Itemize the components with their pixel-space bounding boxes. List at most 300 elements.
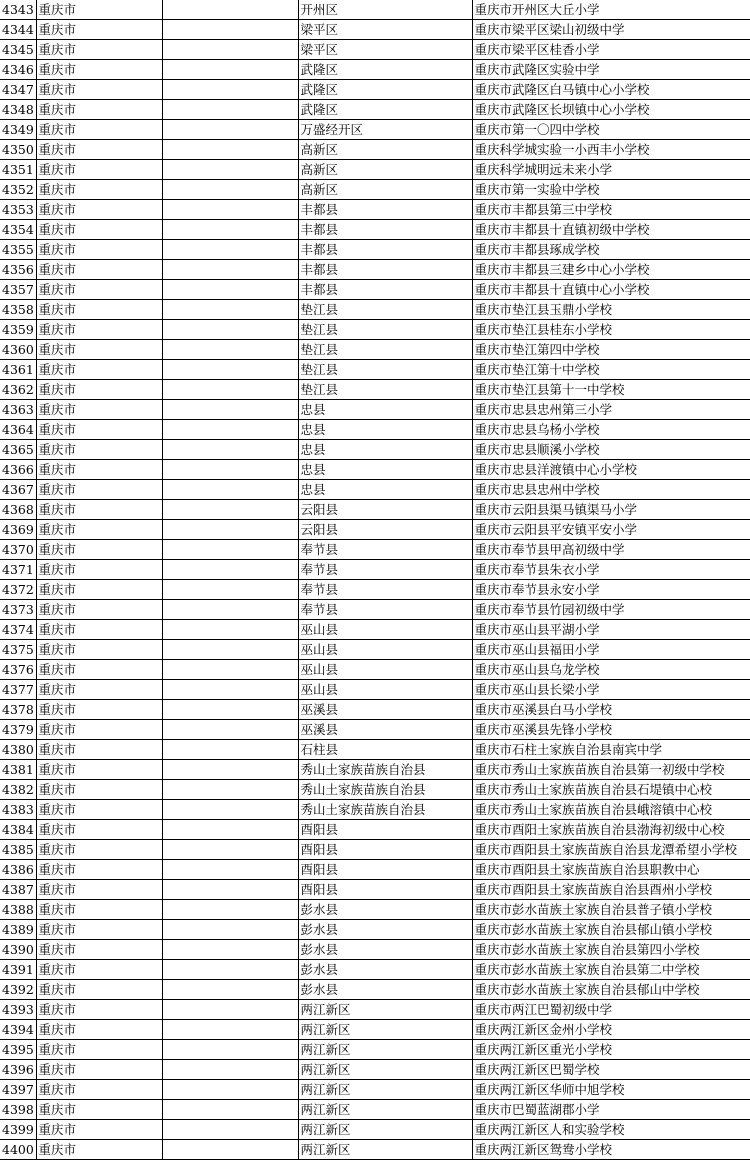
district-cell: 垫江县 xyxy=(298,360,472,380)
row-number-cell: 4397 xyxy=(0,1080,36,1100)
blank-cell xyxy=(162,480,298,500)
district-cell: 忠县 xyxy=(298,400,472,420)
district-cell: 巫溪县 xyxy=(298,720,472,740)
table-row xyxy=(0,1140,750,1160)
table-row xyxy=(0,480,750,500)
city-cell: 重庆市 xyxy=(36,700,162,720)
district-cell: 云阳县 xyxy=(298,520,472,540)
city-cell: 重庆市 xyxy=(36,320,162,340)
school-name-cell: 重庆两江新区人和实验学校 xyxy=(472,1120,750,1140)
city-cell: 重庆市 xyxy=(36,740,162,760)
district-cell: 两江新区 xyxy=(298,1080,472,1100)
school-name-cell: 重庆市丰都县十直镇初级中学校 xyxy=(472,220,750,240)
row-number-cell: 4368 xyxy=(0,500,36,520)
school-name-cell: 重庆市巫溪县先锋小学校 xyxy=(472,720,750,740)
blank-cell xyxy=(162,160,298,180)
row-number-cell: 4353 xyxy=(0,200,36,220)
table-row xyxy=(0,1000,750,1020)
district-cell: 万盛经开区 xyxy=(298,120,472,140)
district-cell: 丰都县 xyxy=(298,260,472,280)
city-cell: 重庆市 xyxy=(36,680,162,700)
city-cell: 重庆市 xyxy=(36,460,162,480)
blank-cell xyxy=(162,420,298,440)
district-cell: 秀山土家族苗族自治县 xyxy=(298,780,472,800)
school-name-cell: 重庆市秀山土家族苗族自治县第一初级中学校 xyxy=(472,760,750,780)
school-name-cell: 重庆市巫溪县白马小学校 xyxy=(472,700,750,720)
city-cell: 重庆市 xyxy=(36,780,162,800)
school-name-cell: 重庆市武隆区实验中学 xyxy=(472,60,750,80)
city-cell: 重庆市 xyxy=(36,820,162,840)
city-cell: 重庆市 xyxy=(36,880,162,900)
school-name-cell: 重庆市巫山县乌龙学校 xyxy=(472,660,750,680)
table-row xyxy=(0,260,750,280)
district-cell: 两江新区 xyxy=(298,1020,472,1040)
district-cell: 巫山县 xyxy=(298,640,472,660)
school-name-cell: 重庆市忠县洋渡镇中心小学校 xyxy=(472,460,750,480)
city-cell: 重庆市 xyxy=(36,20,162,40)
blank-cell xyxy=(162,60,298,80)
row-number-cell: 4359 xyxy=(0,320,36,340)
row-number-cell: 4349 xyxy=(0,120,36,140)
table-row xyxy=(0,1020,750,1040)
blank-cell xyxy=(162,1140,298,1160)
district-cell: 秀山土家族苗族自治县 xyxy=(298,760,472,780)
school-name-cell: 重庆市彭水苗族土家族自治县第二中学校 xyxy=(472,960,750,980)
blank-cell xyxy=(162,720,298,740)
blank-cell xyxy=(162,620,298,640)
table-row xyxy=(0,860,750,880)
blank-cell xyxy=(162,80,298,100)
row-number-cell: 4391 xyxy=(0,960,36,980)
school-name-cell: 重庆市丰都县十直镇中心小学校 xyxy=(472,280,750,300)
city-cell: 重庆市 xyxy=(36,260,162,280)
blank-cell xyxy=(162,640,298,660)
blank-cell xyxy=(162,540,298,560)
row-number-cell: 4393 xyxy=(0,1000,36,1020)
row-number-cell: 4352 xyxy=(0,180,36,200)
school-name-cell: 重庆市垫江第十中学校 xyxy=(472,360,750,380)
table-row xyxy=(0,820,750,840)
row-number-cell: 4378 xyxy=(0,700,36,720)
city-cell: 重庆市 xyxy=(36,140,162,160)
city-cell: 重庆市 xyxy=(36,500,162,520)
school-name-cell: 重庆市酉阳县土家族苗族自治县酉州小学校 xyxy=(472,880,750,900)
district-cell: 彭水县 xyxy=(298,940,472,960)
city-cell: 重庆市 xyxy=(36,760,162,780)
district-cell: 两江新区 xyxy=(298,1140,472,1160)
table-row xyxy=(0,100,750,120)
row-number-cell: 4371 xyxy=(0,560,36,580)
table-row xyxy=(0,1040,750,1060)
row-number-cell: 4365 xyxy=(0,440,36,460)
district-cell: 两江新区 xyxy=(298,1120,472,1140)
row-number-cell: 4348 xyxy=(0,100,36,120)
row-number-cell: 4374 xyxy=(0,620,36,640)
row-number-cell: 4347 xyxy=(0,80,36,100)
table-row xyxy=(0,220,750,240)
district-cell: 丰都县 xyxy=(298,200,472,220)
table-row xyxy=(0,240,750,260)
row-number-cell: 4350 xyxy=(0,140,36,160)
table-row xyxy=(0,60,750,80)
school-name-cell: 重庆两江新区巴蜀学校 xyxy=(472,1060,750,1080)
blank-cell xyxy=(162,400,298,420)
blank-cell xyxy=(162,140,298,160)
table-row xyxy=(0,720,750,740)
city-cell: 重庆市 xyxy=(36,200,162,220)
table-row xyxy=(0,560,750,580)
row-number-cell: 4400 xyxy=(0,1140,36,1160)
school-name-cell: 重庆市奉节县朱衣小学 xyxy=(472,560,750,580)
table-row xyxy=(0,440,750,460)
blank-cell xyxy=(162,1020,298,1040)
district-cell: 奉节县 xyxy=(298,600,472,620)
district-cell: 武隆区 xyxy=(298,100,472,120)
blank-cell xyxy=(162,560,298,580)
city-cell: 重庆市 xyxy=(36,860,162,880)
table-row xyxy=(0,340,750,360)
row-number-cell: 4372 xyxy=(0,580,36,600)
school-name-cell: 重庆市梁平区桂香小学 xyxy=(472,40,750,60)
blank-cell xyxy=(162,880,298,900)
school-name-cell: 重庆两江新区重光小学校 xyxy=(472,1040,750,1060)
city-cell: 重庆市 xyxy=(36,960,162,980)
city-cell: 重庆市 xyxy=(36,380,162,400)
district-cell: 石柱县 xyxy=(298,740,472,760)
table-row xyxy=(0,700,750,720)
district-cell: 巫山县 xyxy=(298,620,472,640)
blank-cell xyxy=(162,1000,298,1020)
blank-cell xyxy=(162,960,298,980)
table-row xyxy=(0,840,750,860)
table-row xyxy=(0,680,750,700)
city-cell: 重庆市 xyxy=(36,280,162,300)
city-cell: 重庆市 xyxy=(36,560,162,580)
city-cell: 重庆市 xyxy=(36,440,162,460)
school-name-cell: 重庆市奉节县竹园初级中学 xyxy=(472,600,750,620)
school-name-cell: 重庆市酉阳县土家族苗族自治县龙潭希望小学校 xyxy=(472,840,750,860)
row-number-cell: 4363 xyxy=(0,400,36,420)
table-row xyxy=(0,280,750,300)
table-row xyxy=(0,460,750,480)
school-name-cell: 重庆市忠县忠州中学校 xyxy=(472,480,750,500)
district-cell: 两江新区 xyxy=(298,1040,472,1060)
district-cell: 开州区 xyxy=(298,0,472,20)
row-number-cell: 4381 xyxy=(0,760,36,780)
blank-cell xyxy=(162,940,298,960)
table-row xyxy=(0,800,750,820)
school-name-cell: 重庆市忠县顺溪小学校 xyxy=(472,440,750,460)
city-cell: 重庆市 xyxy=(36,340,162,360)
row-number-cell: 4356 xyxy=(0,260,36,280)
school-name-cell: 重庆市奉节县甲高初级中学 xyxy=(472,540,750,560)
district-cell: 巫山县 xyxy=(298,680,472,700)
school-name-cell: 重庆市第一实验中学校 xyxy=(472,180,750,200)
district-cell: 垫江县 xyxy=(298,300,472,320)
blank-cell xyxy=(162,520,298,540)
row-number-cell: 4380 xyxy=(0,740,36,760)
table-row xyxy=(0,960,750,980)
school-name-cell: 重庆市开州区大丘小学 xyxy=(472,0,750,20)
row-number-cell: 4354 xyxy=(0,220,36,240)
district-cell: 两江新区 xyxy=(298,1000,472,1020)
district-cell: 武隆区 xyxy=(298,60,472,80)
school-name-cell: 重庆市奉节县永安小学 xyxy=(472,580,750,600)
row-number-cell: 4388 xyxy=(0,900,36,920)
blank-cell xyxy=(162,500,298,520)
table-row xyxy=(0,980,750,1000)
city-cell: 重庆市 xyxy=(36,360,162,380)
school-name-cell: 重庆市两江巴蜀初级中学 xyxy=(472,1000,750,1020)
city-cell: 重庆市 xyxy=(36,60,162,80)
city-cell: 重庆市 xyxy=(36,100,162,120)
table-row xyxy=(0,620,750,640)
row-number-cell: 4343 xyxy=(0,0,36,20)
school-name-cell: 重庆市垫江县第十一中学校 xyxy=(472,380,750,400)
district-cell: 酉阳县 xyxy=(298,880,472,900)
city-cell: 重庆市 xyxy=(36,1140,162,1160)
district-cell: 丰都县 xyxy=(298,280,472,300)
row-number-cell: 4344 xyxy=(0,20,36,40)
row-number-cell: 4345 xyxy=(0,40,36,60)
table-row xyxy=(0,740,750,760)
city-cell: 重庆市 xyxy=(36,1000,162,1020)
row-number-cell: 4377 xyxy=(0,680,36,700)
row-number-cell: 4346 xyxy=(0,60,36,80)
school-name-cell: 重庆市巴蜀蓝湖郡小学 xyxy=(472,1100,750,1120)
blank-cell xyxy=(162,460,298,480)
table-row xyxy=(0,660,750,680)
district-cell: 巫山县 xyxy=(298,660,472,680)
district-cell: 奉节县 xyxy=(298,580,472,600)
blank-cell xyxy=(162,660,298,680)
district-cell: 两江新区 xyxy=(298,1100,472,1120)
table-row xyxy=(0,180,750,200)
city-cell: 重庆市 xyxy=(36,1100,162,1120)
district-cell: 丰都县 xyxy=(298,220,472,240)
blank-cell xyxy=(162,180,298,200)
city-cell: 重庆市 xyxy=(36,400,162,420)
district-cell: 武隆区 xyxy=(298,80,472,100)
row-number-cell: 4367 xyxy=(0,480,36,500)
city-cell: 重庆市 xyxy=(36,940,162,960)
blank-cell xyxy=(162,440,298,460)
blank-cell xyxy=(162,700,298,720)
city-cell: 重庆市 xyxy=(36,1080,162,1100)
blank-cell xyxy=(162,840,298,860)
district-cell: 奉节县 xyxy=(298,560,472,580)
blank-cell xyxy=(162,800,298,820)
school-name-cell: 重庆市彭水苗族土家族自治县郁山镇小学校 xyxy=(472,920,750,940)
row-number-cell: 4361 xyxy=(0,360,36,380)
table-row xyxy=(0,580,750,600)
school-name-cell: 重庆市秀山土家族苗族自治县石堤镇中心校 xyxy=(472,780,750,800)
district-cell: 垫江县 xyxy=(298,340,472,360)
row-number-cell: 4396 xyxy=(0,1060,36,1080)
table-row xyxy=(0,760,750,780)
city-cell: 重庆市 xyxy=(36,0,162,20)
district-cell: 奉节县 xyxy=(298,540,472,560)
table-row xyxy=(0,600,750,620)
row-number-cell: 4376 xyxy=(0,660,36,680)
city-cell: 重庆市 xyxy=(36,640,162,660)
city-cell: 重庆市 xyxy=(36,420,162,440)
school-name-cell: 重庆市垫江县玉鼎小学校 xyxy=(472,300,750,320)
school-name-cell: 重庆市巫山县长梁小学 xyxy=(472,680,750,700)
blank-cell xyxy=(162,1060,298,1080)
blank-cell xyxy=(162,260,298,280)
district-cell: 垫江县 xyxy=(298,320,472,340)
school-name-cell: 重庆市忠县忠州第三小学 xyxy=(472,400,750,420)
row-number-cell: 4379 xyxy=(0,720,36,740)
table-row xyxy=(0,1120,750,1140)
school-name-cell: 重庆市梁平区梁山初级中学 xyxy=(472,20,750,40)
blank-cell xyxy=(162,760,298,780)
row-number-cell: 4351 xyxy=(0,160,36,180)
district-cell: 巫溪县 xyxy=(298,700,472,720)
table-row xyxy=(0,120,750,140)
city-cell: 重庆市 xyxy=(36,580,162,600)
row-number-cell: 4394 xyxy=(0,1020,36,1040)
blank-cell xyxy=(162,120,298,140)
row-number-cell: 4387 xyxy=(0,880,36,900)
blank-cell xyxy=(162,320,298,340)
city-cell: 重庆市 xyxy=(36,1020,162,1040)
blank-cell xyxy=(162,240,298,260)
school-name-cell: 重庆科学城明远未来小学 xyxy=(472,160,750,180)
city-cell: 重庆市 xyxy=(36,300,162,320)
district-cell: 忠县 xyxy=(298,420,472,440)
row-number-cell: 4364 xyxy=(0,420,36,440)
table-row xyxy=(0,0,750,20)
city-cell: 重庆市 xyxy=(36,180,162,200)
city-cell: 重庆市 xyxy=(36,480,162,500)
school-name-cell: 重庆市忠县乌杨小学校 xyxy=(472,420,750,440)
table-row xyxy=(0,360,750,380)
table-row xyxy=(0,300,750,320)
school-name-cell: 重庆市彭水苗族土家族自治县郁山中学校 xyxy=(472,980,750,1000)
school-name-cell: 重庆市垫江第四中学校 xyxy=(472,340,750,360)
blank-cell xyxy=(162,340,298,360)
city-cell: 重庆市 xyxy=(36,160,162,180)
city-cell: 重庆市 xyxy=(36,540,162,560)
row-number-cell: 4370 xyxy=(0,540,36,560)
district-cell: 秀山土家族苗族自治县 xyxy=(298,800,472,820)
row-number-cell: 4382 xyxy=(0,780,36,800)
row-number-cell: 4389 xyxy=(0,920,36,940)
district-cell: 梁平区 xyxy=(298,20,472,40)
city-cell: 重庆市 xyxy=(36,120,162,140)
table-row xyxy=(0,160,750,180)
row-number-cell: 4395 xyxy=(0,1040,36,1060)
row-number-cell: 4369 xyxy=(0,520,36,540)
blank-cell xyxy=(162,360,298,380)
school-name-cell: 重庆两江新区金州小学校 xyxy=(472,1020,750,1040)
district-cell: 彭水县 xyxy=(298,920,472,940)
table-row xyxy=(0,140,750,160)
table-row xyxy=(0,1100,750,1120)
row-number-cell: 4392 xyxy=(0,980,36,1000)
school-name-cell: 重庆市酉阳土家族苗族自治县渤海初级中心校 xyxy=(472,820,750,840)
table-row xyxy=(0,880,750,900)
table-row xyxy=(0,400,750,420)
city-cell: 重庆市 xyxy=(36,40,162,60)
school-name-cell: 重庆市彭水苗族土家族自治县普子镇小学校 xyxy=(472,900,750,920)
row-number-cell: 4357 xyxy=(0,280,36,300)
city-cell: 重庆市 xyxy=(36,980,162,1000)
school-name-cell: 重庆市石柱土家族自治县南宾中学 xyxy=(472,740,750,760)
row-number-cell: 4385 xyxy=(0,840,36,860)
school-name-cell: 重庆市秀山土家族苗族自治县峨溶镇中心校 xyxy=(472,800,750,820)
city-cell: 重庆市 xyxy=(36,1120,162,1140)
district-cell: 忠县 xyxy=(298,440,472,460)
district-cell: 垫江县 xyxy=(298,380,472,400)
school-name-cell: 重庆市第一〇四中学校 xyxy=(472,120,750,140)
city-cell: 重庆市 xyxy=(36,600,162,620)
school-name-cell: 重庆市丰都县第三中学校 xyxy=(472,200,750,220)
district-cell: 彭水县 xyxy=(298,960,472,980)
school-name-cell: 重庆市巫山县平湖小学 xyxy=(472,620,750,640)
row-number-cell: 4386 xyxy=(0,860,36,880)
school-name-cell: 重庆市云阳县渠马镇渠马小学 xyxy=(472,500,750,520)
school-name-cell: 重庆市武隆区长坝镇中心小学校 xyxy=(472,100,750,120)
school-name-cell: 重庆科学城实验一小西丰小学校 xyxy=(472,140,750,160)
table-row xyxy=(0,200,750,220)
blank-cell xyxy=(162,380,298,400)
city-cell: 重庆市 xyxy=(36,620,162,640)
district-cell: 酉阳县 xyxy=(298,840,472,860)
table-row xyxy=(0,940,750,960)
school-name-cell: 重庆市巫山县福田小学 xyxy=(472,640,750,660)
city-cell: 重庆市 xyxy=(36,1040,162,1060)
city-cell: 重庆市 xyxy=(36,520,162,540)
row-number-cell: 4399 xyxy=(0,1120,36,1140)
table-row xyxy=(0,780,750,800)
city-cell: 重庆市 xyxy=(36,720,162,740)
blank-cell xyxy=(162,40,298,60)
district-cell: 彭水县 xyxy=(298,980,472,1000)
table-row xyxy=(0,1080,750,1100)
row-number-cell: 4383 xyxy=(0,800,36,820)
blank-cell xyxy=(162,200,298,220)
school-name-cell: 重庆市云阳县平安镇平安小学 xyxy=(472,520,750,540)
row-number-cell: 4373 xyxy=(0,600,36,620)
city-cell: 重庆市 xyxy=(36,220,162,240)
table-row xyxy=(0,920,750,940)
table-row xyxy=(0,1060,750,1080)
blank-cell xyxy=(162,580,298,600)
district-cell: 丰都县 xyxy=(298,240,472,260)
table-row xyxy=(0,380,750,400)
district-cell: 酉阳县 xyxy=(298,820,472,840)
blank-cell xyxy=(162,1040,298,1060)
city-cell: 重庆市 xyxy=(36,80,162,100)
blank-cell xyxy=(162,1120,298,1140)
school-name-cell: 重庆市丰都县琢成学校 xyxy=(472,240,750,260)
city-cell: 重庆市 xyxy=(36,800,162,820)
blank-cell xyxy=(162,1080,298,1100)
blank-cell xyxy=(162,820,298,840)
table-row xyxy=(0,540,750,560)
blank-cell xyxy=(162,1100,298,1120)
row-number-cell: 4362 xyxy=(0,380,36,400)
district-cell: 忠县 xyxy=(298,460,472,480)
table-row xyxy=(0,80,750,100)
row-number-cell: 4390 xyxy=(0,940,36,960)
blank-cell xyxy=(162,280,298,300)
school-name-cell: 重庆两江新区鸳鸯小学校 xyxy=(472,1140,750,1160)
city-cell: 重庆市 xyxy=(36,920,162,940)
